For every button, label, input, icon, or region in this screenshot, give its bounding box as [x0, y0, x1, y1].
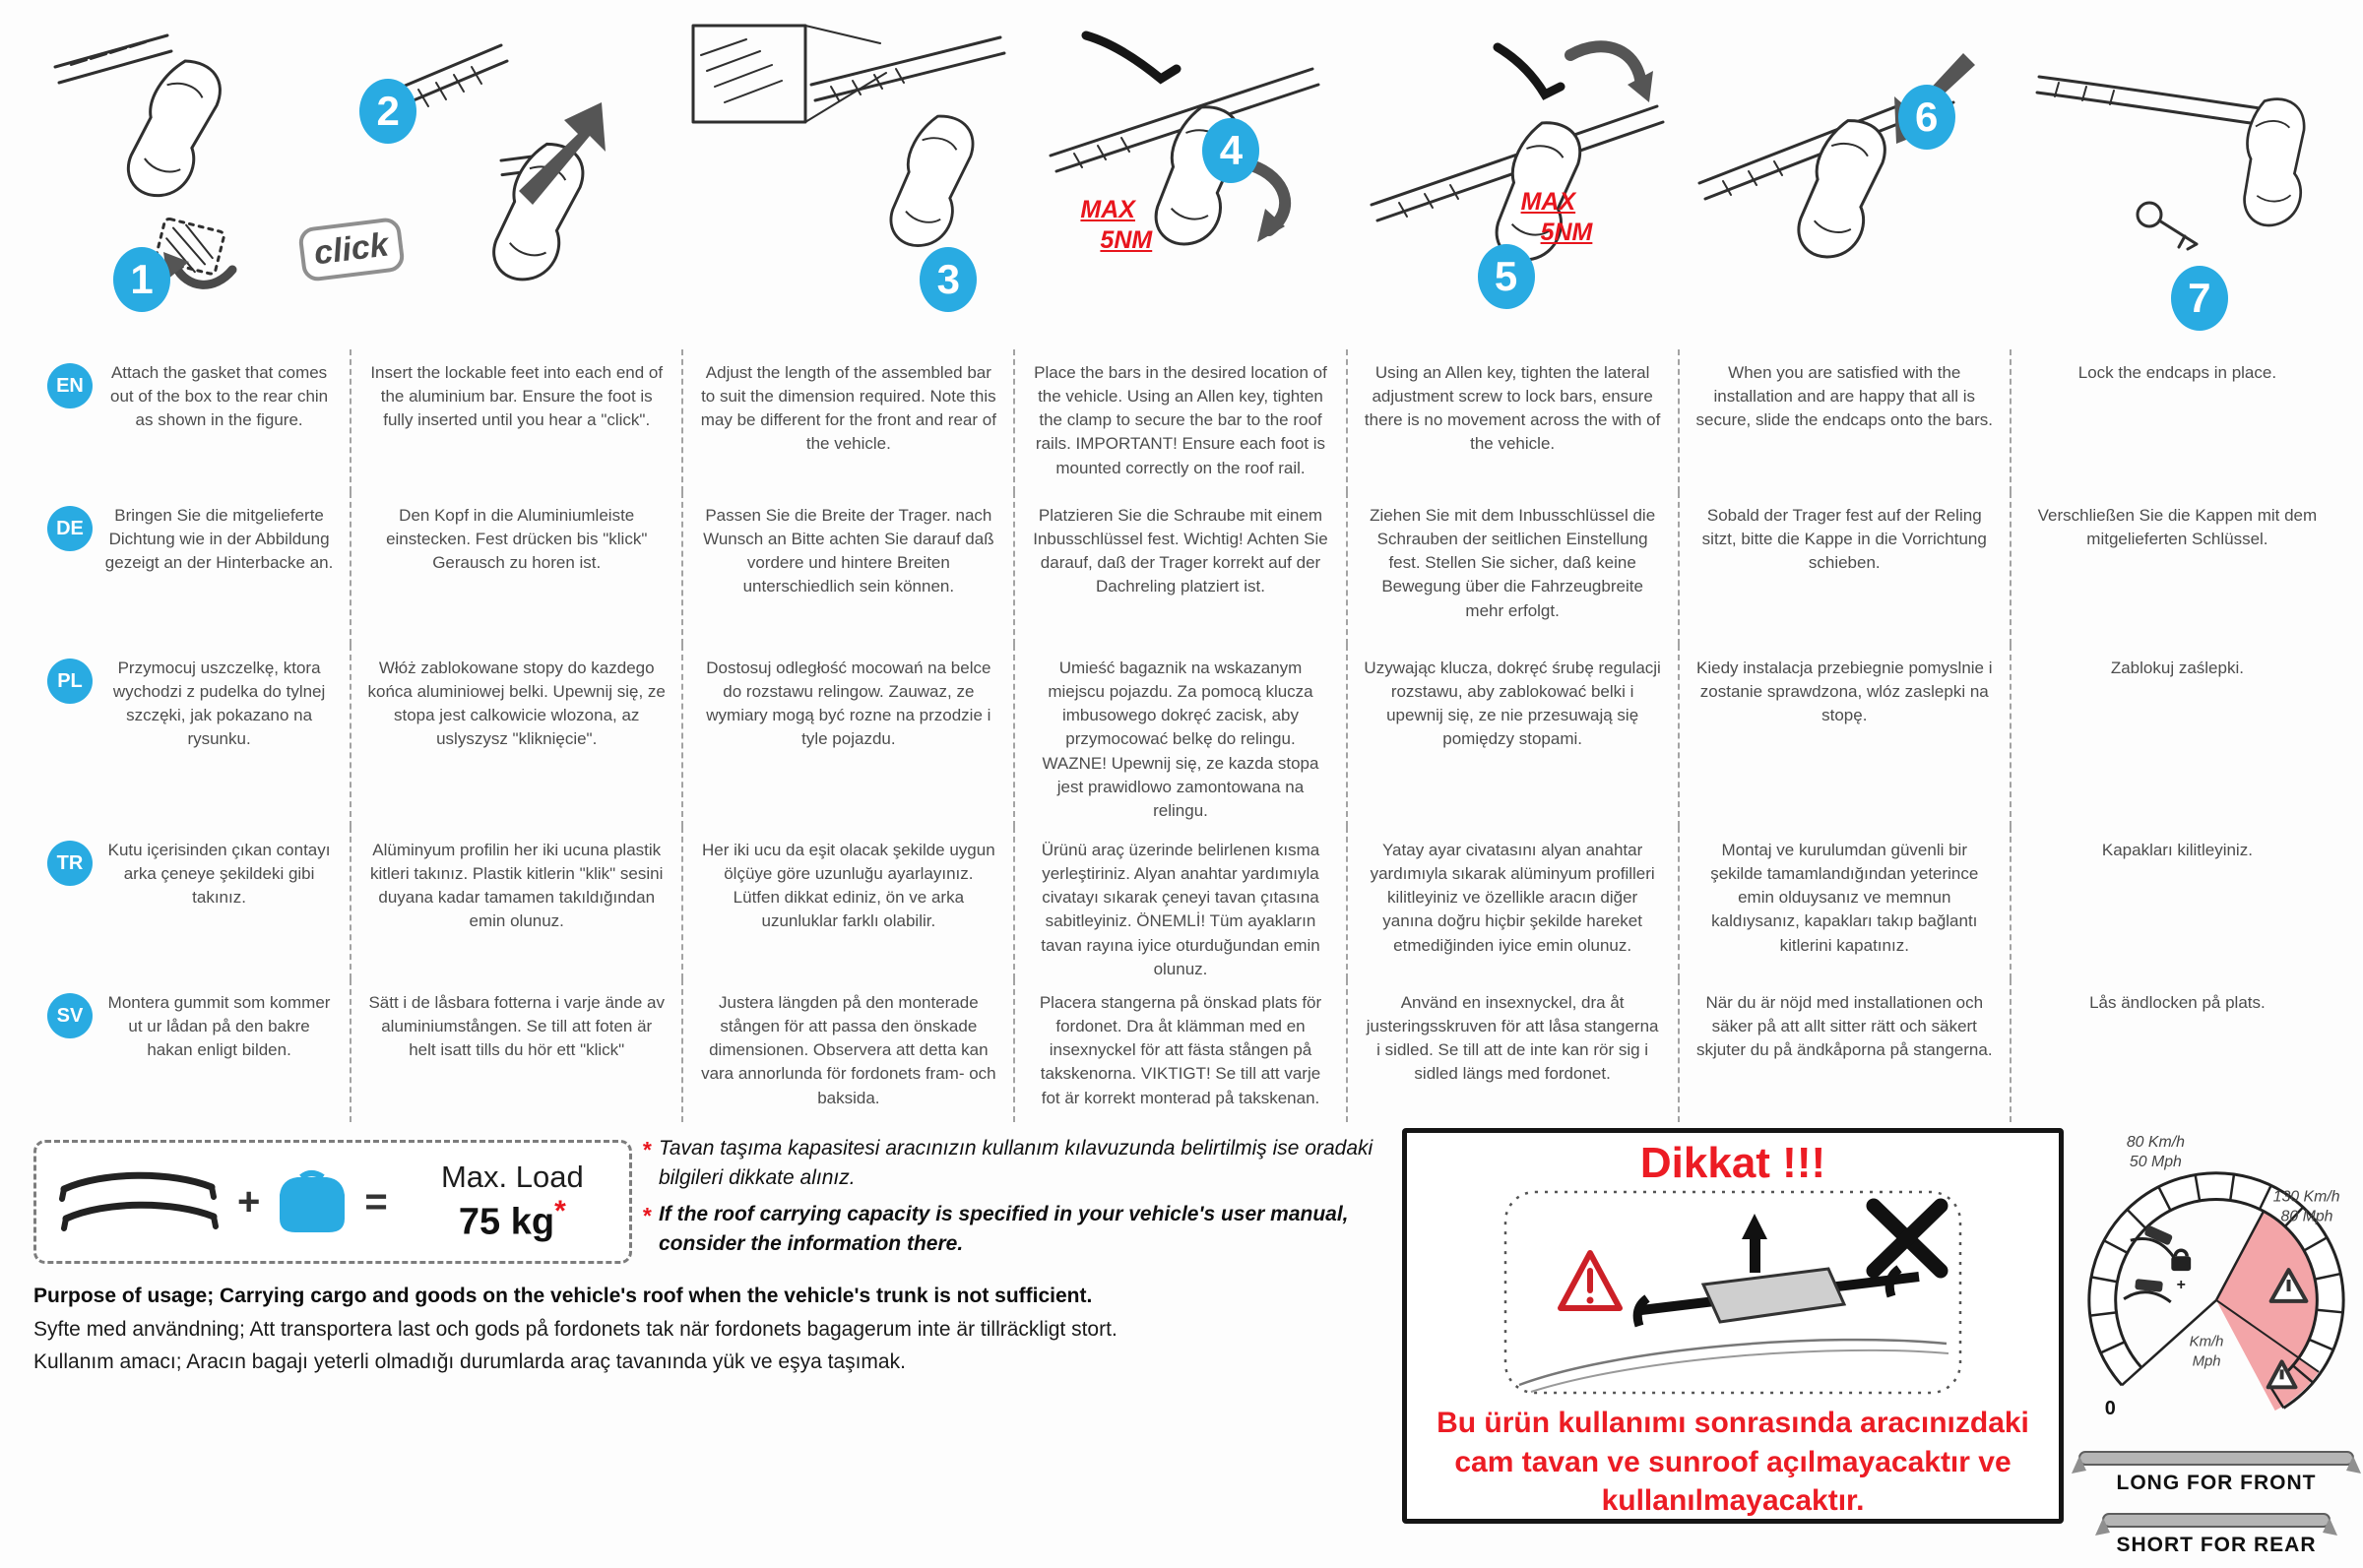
instruction-cell — [2012, 349, 2343, 492]
step-panel-2 — [312, 8, 683, 347]
instruction-text: Lock the endcaps in place. — [2077, 363, 2277, 382]
instruction-text: Adjust the length of the assembled bar to suit the dimension required. Note this may be different for the front and rear of the vehicle. — [700, 363, 996, 454]
instruction-text: Dostosuj odległość mocowań na belce do rozstawu relingow. Zauwaz, ze wymiary mogą być rozne na przodzie i tyle pojazdu. — [706, 659, 991, 749]
step-number: 5 — [1478, 244, 1535, 309]
language-badge-pl: PL — [47, 659, 93, 704]
cargo-canister-icon — [276, 1169, 349, 1234]
warning-text: Bu ürün kullanımı sonrasında aracınızdaki cam tavan ve sunroof açılmayacaktır ve kullanılmayacaktır. — [1437, 1407, 2029, 1518]
warning-box — [1402, 1128, 2064, 1524]
step-6-illustration — [1680, 8, 2012, 347]
instruction-text: Sätt i de låsbara fotterna i varje ände av aluminiumstången. Se till att foten är helt isatt tills du hör ett "klick" — [368, 993, 665, 1060]
max-load-value-block — [414, 1160, 611, 1244]
footnote-en — [642, 1200, 1430, 1260]
instruction-text: Insert the lockable feet into each end of the aluminium bar. Ensure the foot is fully inserted until you hear a "click". — [370, 363, 664, 430]
instruction-cell — [683, 492, 1015, 645]
instruction-cell — [351, 979, 683, 1122]
warning-triangle-icon — [1561, 1253, 1620, 1308]
max-load-label: Max. Load — [440, 1160, 584, 1194]
instruction-cell — [683, 827, 1015, 979]
instruction-cell — [1680, 349, 2012, 492]
instruction-text: Ürünü araç üzerinde belirlenen kısma yerleştiriniz. Alyan anahtar yardımıyla civatayı sıkarak çeneyi tavan çıtasına sabitleyiniz. ÖNEMLİ! Tüm ayakların tavan rayına iyice oturduğundan emin olunuz. — [1041, 841, 1320, 978]
instruction-cell — [20, 492, 351, 645]
x-icon — [1874, 1206, 1941, 1271]
key-icon — [2138, 203, 2197, 249]
step-number: 6 — [1898, 85, 1955, 150]
instruction-cell — [351, 492, 683, 645]
instruction-cell — [683, 349, 1015, 492]
instruction-text: Alüminyum profilin her iki ucuna plastik kitleri takınız. Plastik kitlerin "klik" sesini duyana kadar tamamen takıldığından emin olunuz. — [370, 841, 664, 931]
step-illustrations-row — [20, 8, 2343, 347]
step-panel-3 — [683, 8, 1015, 347]
instruction-text: Przymocuj uszczelkę, ktora wychodzi z pudelka do tylnej szczęki, jak pokazano na rysunku. — [112, 659, 326, 749]
language-badge-tr: TR — [47, 841, 93, 886]
instruction-text: Platzieren Sie die Schraube mit einem Inbusschlüssel fest. Wichtig! Achten Sie darauf, daß der Trager korrekt auf der Dachreling platziert ist. — [1033, 506, 1328, 596]
instruction-cell — [2012, 827, 2343, 979]
purpose-line-sv: Syfte med användning; Att transportera last och gods på fordonets tak när fordonets bagagerum inte är tillräckligt stort. — [33, 1317, 1118, 1341]
instruction-cell — [1015, 492, 1347, 645]
speed-label-130kmh: 130 Km/h — [2272, 1188, 2340, 1206]
speed-gauge — [2070, 1128, 2363, 1441]
instruction-text: Attach the gasket that comes out of the box to the rear chin as shown in the figure. — [109, 363, 329, 430]
gauge-unit-mph: Mph — [2192, 1353, 2221, 1370]
purpose-of-usage — [33, 1280, 1402, 1379]
allen-key-icon — [1086, 35, 1177, 79]
instruction-cell — [683, 979, 1015, 1122]
banner-front-label: LONG FOR FRONT — [2116, 1472, 2317, 1494]
instruction-cell — [1680, 979, 2012, 1122]
speed-label-50mph: 50 Mph — [2129, 1153, 2182, 1170]
instruction-cell — [20, 349, 351, 492]
purpose-line-en: Purpose of usage; Carrying cargo and goods on the vehicle's roof when the vehicle's trunk is not sufficient. — [33, 1285, 1093, 1307]
instruction-cell — [1348, 349, 1680, 492]
step-number: 7 — [2171, 266, 2228, 331]
step-number: 3 — [920, 247, 977, 312]
instruction-cell — [2012, 492, 2343, 645]
instruction-text: Włóż zablokowane stopy do kazdego końca aluminiowej belki. Upewnij się, ze stopa jest calkowicie wlozona, az uslyszysz "kliknięcie". — [367, 659, 666, 749]
instruction-text: Sobald der Trager fest auf der Reling sitzt, bitte die Kappe in die Vorrichtung schieben. — [1701, 506, 1987, 573]
instruction-cell — [351, 349, 683, 492]
instruction-cell — [1680, 827, 2012, 979]
instruction-text: Använd en insexnyckel, dra åt justeringsskruven för att låsa stangerna i sidled. Se till att de inte kan rör sig i sidled längs med fordonet. — [1366, 993, 1659, 1084]
instruction-cell — [1015, 979, 1347, 1122]
instruction-text: Justera längden på den monterade stången för att passa den önskade dimensionen. Observera att detta kan vara annorlunda för fordonets fram- och baksida. — [701, 993, 996, 1107]
language-badge-sv: SV — [47, 993, 93, 1038]
instruction-text: Den Kopf in die Aluminiumleiste einstecken. Fest drücken bis "klick" Gerausch zu horen ist. — [386, 506, 648, 573]
instruction-cell — [1348, 645, 1680, 827]
step-2-illustration — [351, 8, 683, 347]
allen-key-icon — [1498, 47, 1561, 94]
instruction-cell — [351, 827, 683, 979]
instruction-text: Yatay ayar civatasını alyan anahtar yardımıyla sıkarak alüminyum profilleri kilitleyiniz ve özellikle aracın diğer yanına doğru hiçbir şekilde hareket etmediğinden iyice emin olunuz. — [1370, 841, 1655, 955]
instruction-text: Zablokuj zaślepki. — [2110, 659, 2244, 677]
instruction-text: Kapakları kilitleyiniz. — [2101, 841, 2253, 859]
instruction-text: Montera gummit som kommer ut ur lådan på den bakre hakan enligt bilden. — [107, 993, 331, 1060]
step-panel-6 — [1680, 8, 2012, 347]
crossbars-icon — [54, 1163, 222, 1240]
speed-label-80kmh: 80 Km/h — [2126, 1133, 2185, 1151]
speed-label-80mph2: 80 Mph — [2280, 1208, 2333, 1225]
footnotes — [642, 1134, 1430, 1266]
instruction-cell — [351, 645, 683, 827]
instruction-text: Verschließen Sie die Kappen mit dem mitgelieferten Schlüssel. — [2037, 506, 2318, 549]
torque-arrow-icon — [1251, 165, 1285, 242]
max-load-box — [33, 1140, 632, 1264]
instruction-text: Passen Sie die Breite der Trager. nach Wunsch an Bitte achten Sie darauf daß vordere und hintere Breiten unterschiedlich sein können. — [703, 506, 994, 596]
step-panel-7 — [2012, 8, 2343, 347]
instruction-text: Ziehen Sie mit dem Inbusschlüssel die Schrauben der seitlichen Einstellung fest. Stellen Sie sicher, daß keine Bewegung über die Fahrzeugbreite mehr erfolgt. — [1370, 506, 1656, 620]
instruction-text: Umieść bagaznik na wskazanym miejscu pojazdu. Za pomocą klucza imbusowego dokręć zacisk, aby przymocować belkę do relingu. WAZNE! Upewnij się, ze kazda stopa jest prawidlowo zamontowana na relingu. — [1042, 659, 1319, 820]
step-panel-5 — [1348, 8, 1680, 347]
instruction-text: Kiedy instalacja przebiegnie pomyslnie i zostanie sprawdzona, wlóz zaslepki na stopę. — [1696, 659, 1993, 725]
warning-title: Dikkat !!! — [1639, 1139, 1826, 1187]
step-panel-1 — [20, 8, 351, 347]
step-number: 1 — [113, 247, 170, 312]
instruction-text: Kutu içerisinden çıkan contayı arka çeneye şekildeki gibi takınız. — [107, 841, 331, 908]
instruction-table — [20, 349, 2343, 1122]
gauge-unit-kmh: Km/h — [2189, 1334, 2224, 1350]
instruction-cell — [20, 979, 351, 1122]
open-sunroof-icon — [1703, 1214, 1844, 1322]
instruction-cell — [20, 827, 351, 979]
instruction-cell — [683, 645, 1015, 827]
equals-operator: = — [364, 1179, 388, 1223]
language-badge-de: DE — [47, 506, 93, 551]
instruction-cell — [2012, 979, 2343, 1122]
max-torque-label: MAX 5NM — [1080, 196, 1153, 255]
speed-gauge-block — [2070, 1128, 2363, 1568]
footnote-tr — [642, 1134, 1430, 1194]
instruction-cell — [1348, 979, 1680, 1122]
asterisk-mark: * — [554, 1194, 566, 1227]
footnote-text: If the roof carrying capacity is specified in your vehicle's user manual, consider the information there. — [658, 1202, 1349, 1256]
instruction-text: When you are satisfied with the installation and are happy that all is secure, slide the endcaps onto the bars. — [1695, 363, 1993, 430]
warning-illustration — [1501, 1188, 1964, 1397]
instruction-text: Place the bars in the desired location of the vehicle. Using an Allen key, tighten the clamp to secure the bar to the roof rails. IMPORTANT! Ensure each foot is mounted correctly on the roof rail. — [1034, 363, 1327, 477]
instruction-cell — [1015, 349, 1347, 492]
instruction-text: Placera stangerna på önskad plats för fordonet. Dra åt klämman med en insexnyckel för att fästa stången på takskenorna. VIKTIGT! Se till att varje fot är korrekt monterad på takskenan. — [1039, 993, 1322, 1107]
car-roofbox-icon — [2124, 1278, 2173, 1304]
click-sound-badge: click — [297, 217, 406, 282]
gauge-zero-label: 0 — [2104, 1398, 2116, 1420]
lock-icon — [2171, 1250, 2191, 1293]
instruction-cell — [1348, 827, 1680, 979]
language-badge-en: EN — [47, 363, 93, 408]
banner-long-front — [2070, 1446, 2363, 1503]
torque-arrow-icon — [1570, 46, 1653, 102]
asterisk-mark: * — [642, 1137, 651, 1162]
instruction-cell — [2012, 645, 2343, 827]
instruction-cell — [1680, 492, 2012, 645]
instruction-cell — [1015, 827, 1347, 979]
step-1-illustration — [20, 8, 351, 347]
banner-short-rear — [2070, 1508, 2363, 1565]
instruction-text: Lås ändlocken på plats. — [2089, 993, 2266, 1012]
instruction-cell — [1348, 492, 1680, 645]
instruction-text: Her iki ucu da eşit olacak şekilde uygun ölçüye göre uzunluğu ayarlayınız. Lütfen dikkat ediniz, ön ve arka uzunluklar farklı olabilir. — [702, 841, 995, 931]
instruction-text: Montaj ve kurulumdan güvenli bir şekilde tamamlandığından yeterince emin olduysanız ve memnun kaldıysanız, kapakları takıp bağlantı kitlerini kapatınız. — [1710, 841, 1979, 955]
step-number: 2 — [359, 79, 416, 144]
instruction-text: Bringen Sie die mitgelieferte Dichtung wie in der Abbildung gezeigt an der Hinterbacke an. — [104, 506, 334, 573]
instruction-text: När du är nöjd med installationen och säker på att allt sitter rätt och säkert skjuter du på ändkåporna på stangerna. — [1696, 993, 1993, 1060]
svg-text:+: + — [2176, 1276, 2186, 1293]
instruction-text: Uzywając klucza, dokręć śrubę regulacji rozstawu, aby zablokować belki i upewnij się, ze nie przesuwają się pomiędzy stopami. — [1364, 659, 1661, 749]
footnote-text: Tavan taşıma kapasitesi aracınızın kullanım kılavuzunda belirtilmiş ise oradaki bilgileri dikkate alınız. — [658, 1137, 1373, 1190]
step-number: 4 — [1202, 118, 1259, 183]
step-panel-4 — [1015, 8, 1347, 347]
banner-rear-label: SHORT FOR REAR — [2116, 1534, 2317, 1556]
step-4-illustration — [1015, 8, 1347, 347]
purpose-line-tr: Kullanım amacı; Aracın bagajı yeterli olmadığı durumlarda araç tavanında yük ve eşya taşımak. — [33, 1350, 906, 1374]
instruction-cell — [1680, 645, 2012, 827]
instruction-text: Using an Allen key, tighten the lateral adjustment screw to lock bars, ensure there is no movement across the with of the vehicle. — [1364, 363, 1661, 454]
max-torque-label: MAX 5NM — [1520, 188, 1593, 247]
plus-operator: + — [237, 1179, 261, 1223]
instruction-cell — [20, 645, 351, 827]
instruction-cell — [1015, 645, 1347, 827]
asterisk-mark: * — [642, 1202, 651, 1228]
max-load-value: 75 kg* — [458, 1194, 566, 1243]
